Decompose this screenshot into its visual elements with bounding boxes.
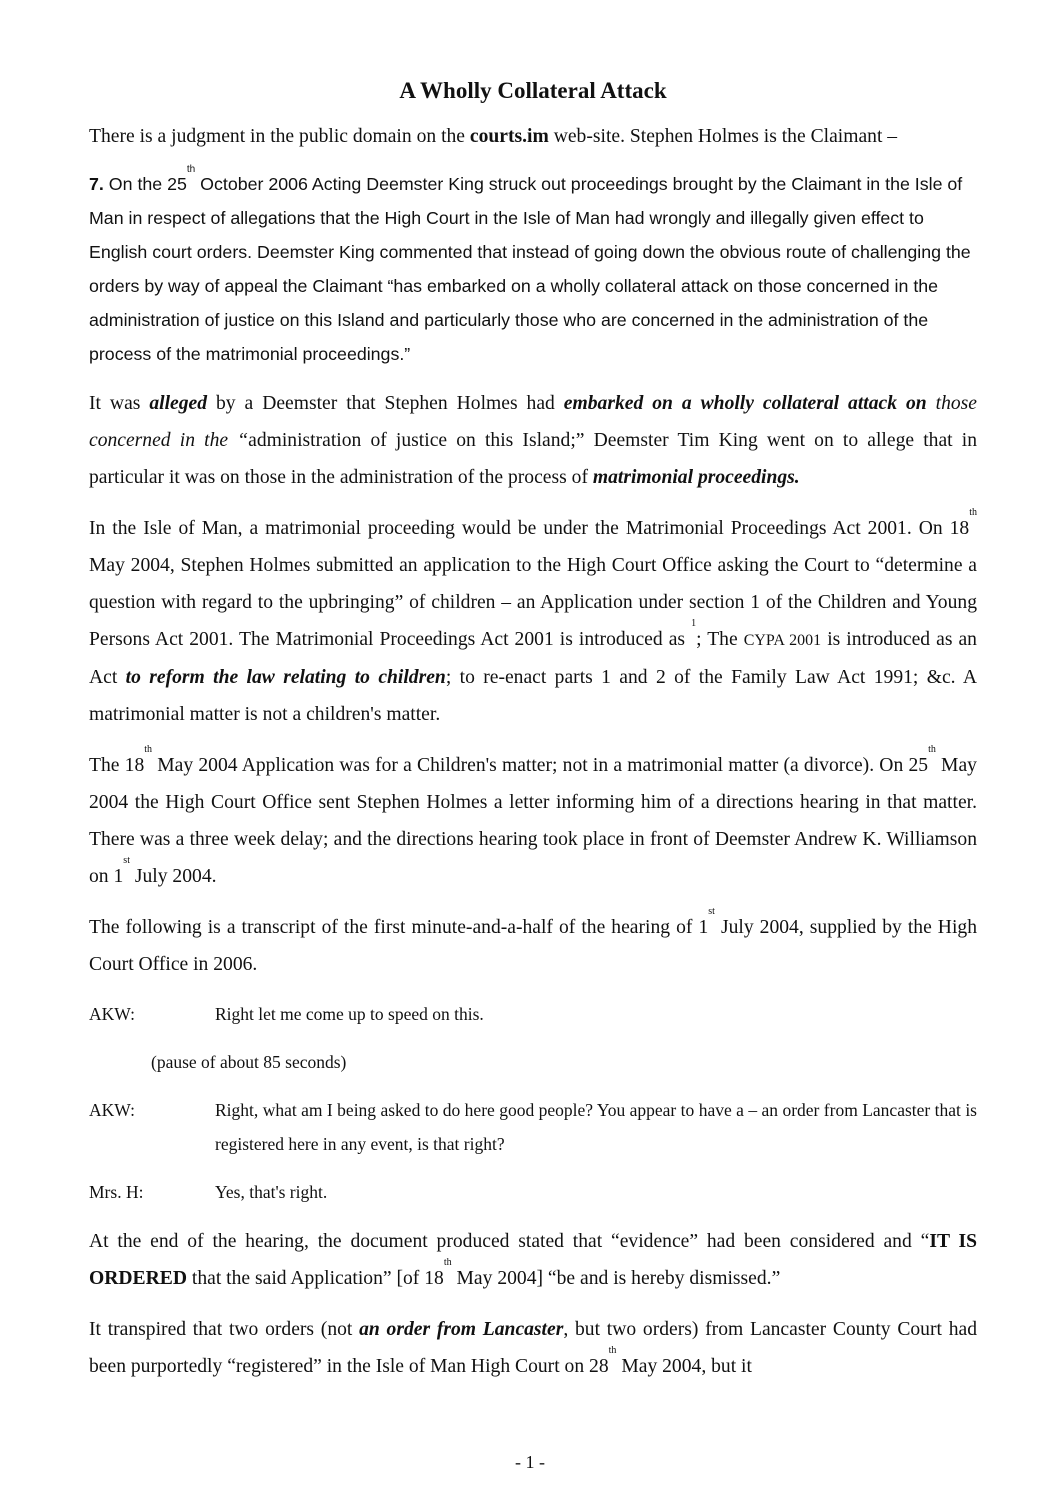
page-number: - 1 - <box>515 1452 545 1472</box>
superscript: th <box>969 507 977 518</box>
superscript: th <box>186 164 196 175</box>
speaker-label: AKW: <box>89 1004 136 1024</box>
body-text: , but two orders) from Lancaster County Court had been purportedly “registered” in the Isle of Man High Court on 28 <box>89 1319 977 1377</box>
body-text: May 2004] “be and is hereby dismissed.” <box>451 1268 781 1289</box>
emphasis-text: alleged <box>149 393 208 414</box>
application-paragraph <box>89 744 977 895</box>
body-text: May 2004 Application was for a Children's matter; not in a matrimonial matter (a divorce). On 25 <box>152 755 929 776</box>
body-text: July 2004. <box>129 866 217 887</box>
body-text: ; The <box>696 629 744 650</box>
transcript <box>89 997 977 1209</box>
footnote-marker: 1 <box>691 618 697 629</box>
speaker-label: Mrs. H: <box>89 1182 144 1202</box>
body-text: It was <box>89 393 150 414</box>
speaker-text: Yes, that's right. <box>215 1182 328 1202</box>
ordered-paragraph <box>89 1223 977 1297</box>
speaker-text: Right let me come up to speed on this. <box>215 1004 484 1024</box>
body-text: The 18 <box>89 755 145 776</box>
body-text: is introduced as an Act <box>89 629 977 688</box>
transcript-intro-paragraph <box>89 906 977 983</box>
quote-text: On the 25 <box>103 174 187 194</box>
intro-text-end: web-site. Stephen Holmes is the Claimant – <box>548 126 898 147</box>
cypa-abbrev: CYPA 2001 <box>743 632 822 649</box>
paragraph-number: 7. <box>89 174 104 194</box>
body-text: May 2004, but it <box>616 1356 752 1377</box>
speaker-label: AKW: <box>89 1100 136 1120</box>
quoted-judgment-paragraph <box>89 164 977 371</box>
body-text: May 2004 the High Court Office sent Stephen Holmes a letter informing him of a directions hearing in that matter. There was a three week delay; and the directions hearing took place in front of Deemster Andrew K. Williamson on 1 <box>89 755 977 887</box>
matrimonial-paragraph <box>89 507 977 733</box>
document-title: A Wholly Collateral Attack <box>399 78 667 103</box>
body-text: that the said Application” [of 18 <box>186 1268 444 1289</box>
body-text: May 2004, Stephen Holmes submitted an application to the High Court Office asking the Court to “determine a question with regard to the upbringing” of children – an Application under section 1 of the Children and Young Persons Act 2001. The Matrimonial Proceedings Act 2001 is introduced as <box>89 555 977 650</box>
transcript-pause: (pause of about 85 seconds) <box>151 1052 347 1072</box>
quote-text: October 2006 Acting Deemster King struck out proceedings brought by the Claimant in the Isle of Man in respect of allegations that the High Court in the Isle of Man had wrongly and illegally given effect to English court orders. Deemster King commented that instead of going down the obvious route of challenging the orders by way of appeal the Claimant “has embarked on a wholly collateral attack on those concerned in the administration of justice on this Island and particularly those who are concerned in the administration of the process of the matrimonial proceedings.” <box>89 174 971 364</box>
italic-text: those concerned in the “ <box>89 393 977 451</box>
transcript-line <box>89 1093 977 1161</box>
emphasis-text: an order from Lancaster <box>359 1319 564 1340</box>
intro-text: There is a judgment in the public domain on the <box>89 126 470 147</box>
superscript: th <box>928 744 936 755</box>
body-text <box>927 393 936 414</box>
transcript-line <box>89 997 977 1031</box>
emphasis-text: to reform the law relating to children <box>125 667 446 688</box>
intro-paragraph <box>89 124 977 150</box>
body-text: In the Isle of Man, a matrimonial proceeding would be under the Matrimonial Proceedings Act 2001. On 18 <box>89 518 970 539</box>
transcript-line <box>89 1175 977 1209</box>
allegation-paragraph <box>89 385 977 496</box>
body-text: The following is a transcript of the first minute-and-a-half of the hearing of 1 <box>89 917 709 938</box>
courts-im-link: courts.im <box>469 126 549 147</box>
bold-text: IT IS ORDERED <box>89 1231 978 1289</box>
body-text: by a Deemster that Stephen Holmes had <box>207 393 564 414</box>
transpired-paragraph <box>89 1311 977 1385</box>
body-text: July 2004, supplied by the High Court Office in 2006. <box>89 917 977 975</box>
body-text: It transpired that two orders (not <box>89 1319 360 1340</box>
emphasis-text: embarked on a wholly collateral attack on <box>563 393 927 414</box>
superscript: th <box>443 1257 452 1268</box>
document-page <box>89 78 977 1399</box>
body-text: At the end of the hearing, the document produced stated that “evidence” had been considered and “ <box>89 1231 930 1252</box>
body-text: ; to re-enact parts 1 and 2 of the Family Law Act 1991; &c. A matrimonial matter is not a children's matter. <box>89 667 977 725</box>
superscript: th <box>608 1345 617 1356</box>
emphasis-text: matrimonial proceedings. <box>592 467 800 488</box>
superscript: st <box>123 855 130 866</box>
body-text: administration of justice on this Island;” Deemster Tim King went on to allege that in particular it was on those in the administration of the process of <box>89 430 977 488</box>
speaker-text: Right, what am I being asked to do here good people? You appear to have a – an order from Lancaster that is registered here in any event, is that right? <box>215 1100 977 1154</box>
superscript: th <box>144 744 153 755</box>
superscript: st <box>708 906 715 917</box>
